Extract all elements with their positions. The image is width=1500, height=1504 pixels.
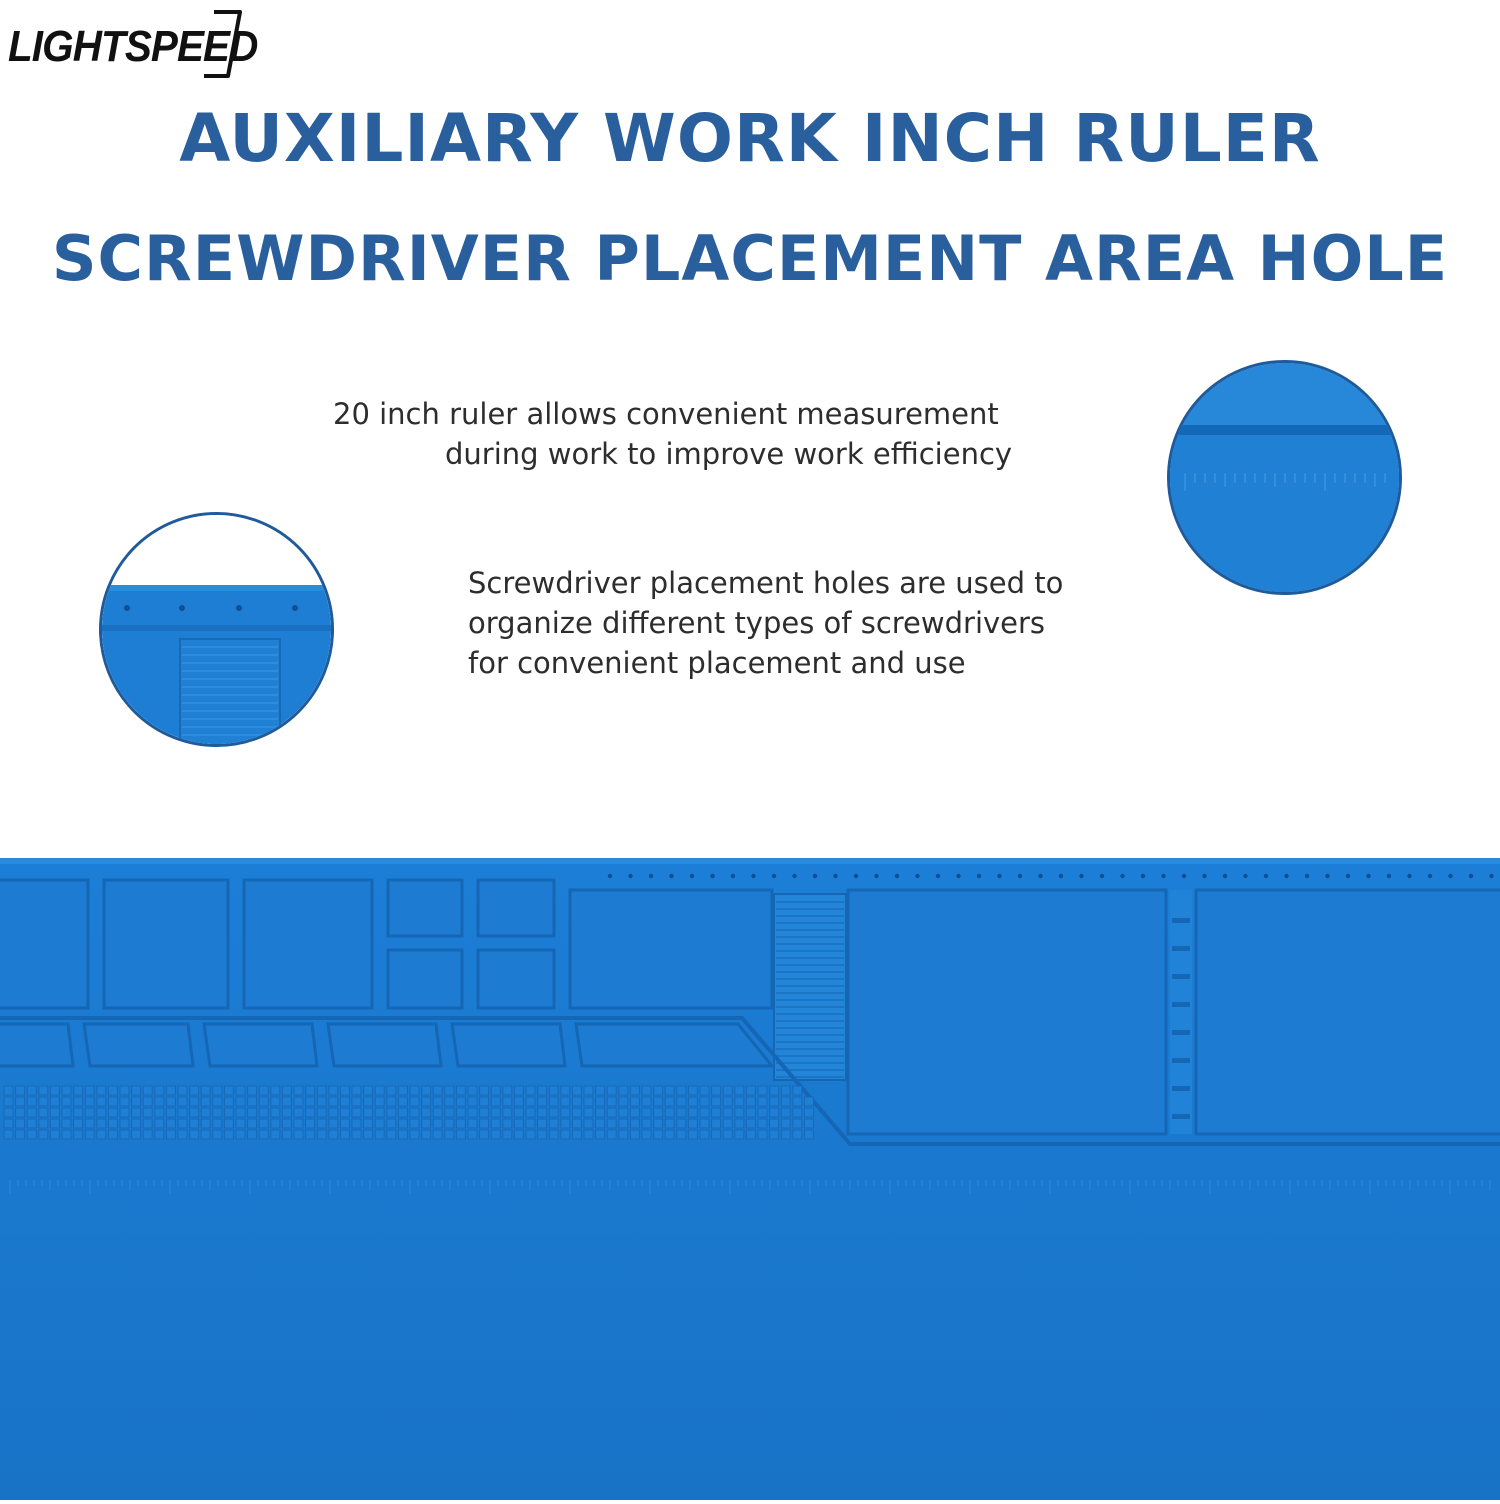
headline-line-1: AUXILIARY WORK INCH RULER (179, 100, 1321, 177)
brand-logo (8, 8, 258, 80)
ruler-closeup-image (1167, 360, 1402, 595)
holes-description (468, 563, 1063, 683)
holes-description-line-1: Screwdriver placement holes are used to (468, 566, 1064, 600)
repair-mat-graphic (0, 858, 1500, 1500)
ruler-description-line-2: during work to improve work efficiency (445, 437, 1013, 471)
ruler-closeup-graphic (1170, 363, 1402, 595)
holes-description-line-2: organize different types of screwdrivers (468, 606, 1046, 640)
holes-closeup-graphic (102, 515, 334, 747)
repair-mat-image (0, 858, 1500, 1500)
holes-description-line-3: for convenient placement and use (468, 646, 966, 680)
ruler-description-line-1: 20 inch ruler allows convenient measurement (333, 397, 999, 431)
headline-line-2: SCREWDRIVER PLACEMENT AREA HOLE (51, 222, 1449, 295)
screwdriver-holes-closeup-image (99, 512, 334, 747)
logo-text: LIGHTSPEED (8, 22, 258, 71)
